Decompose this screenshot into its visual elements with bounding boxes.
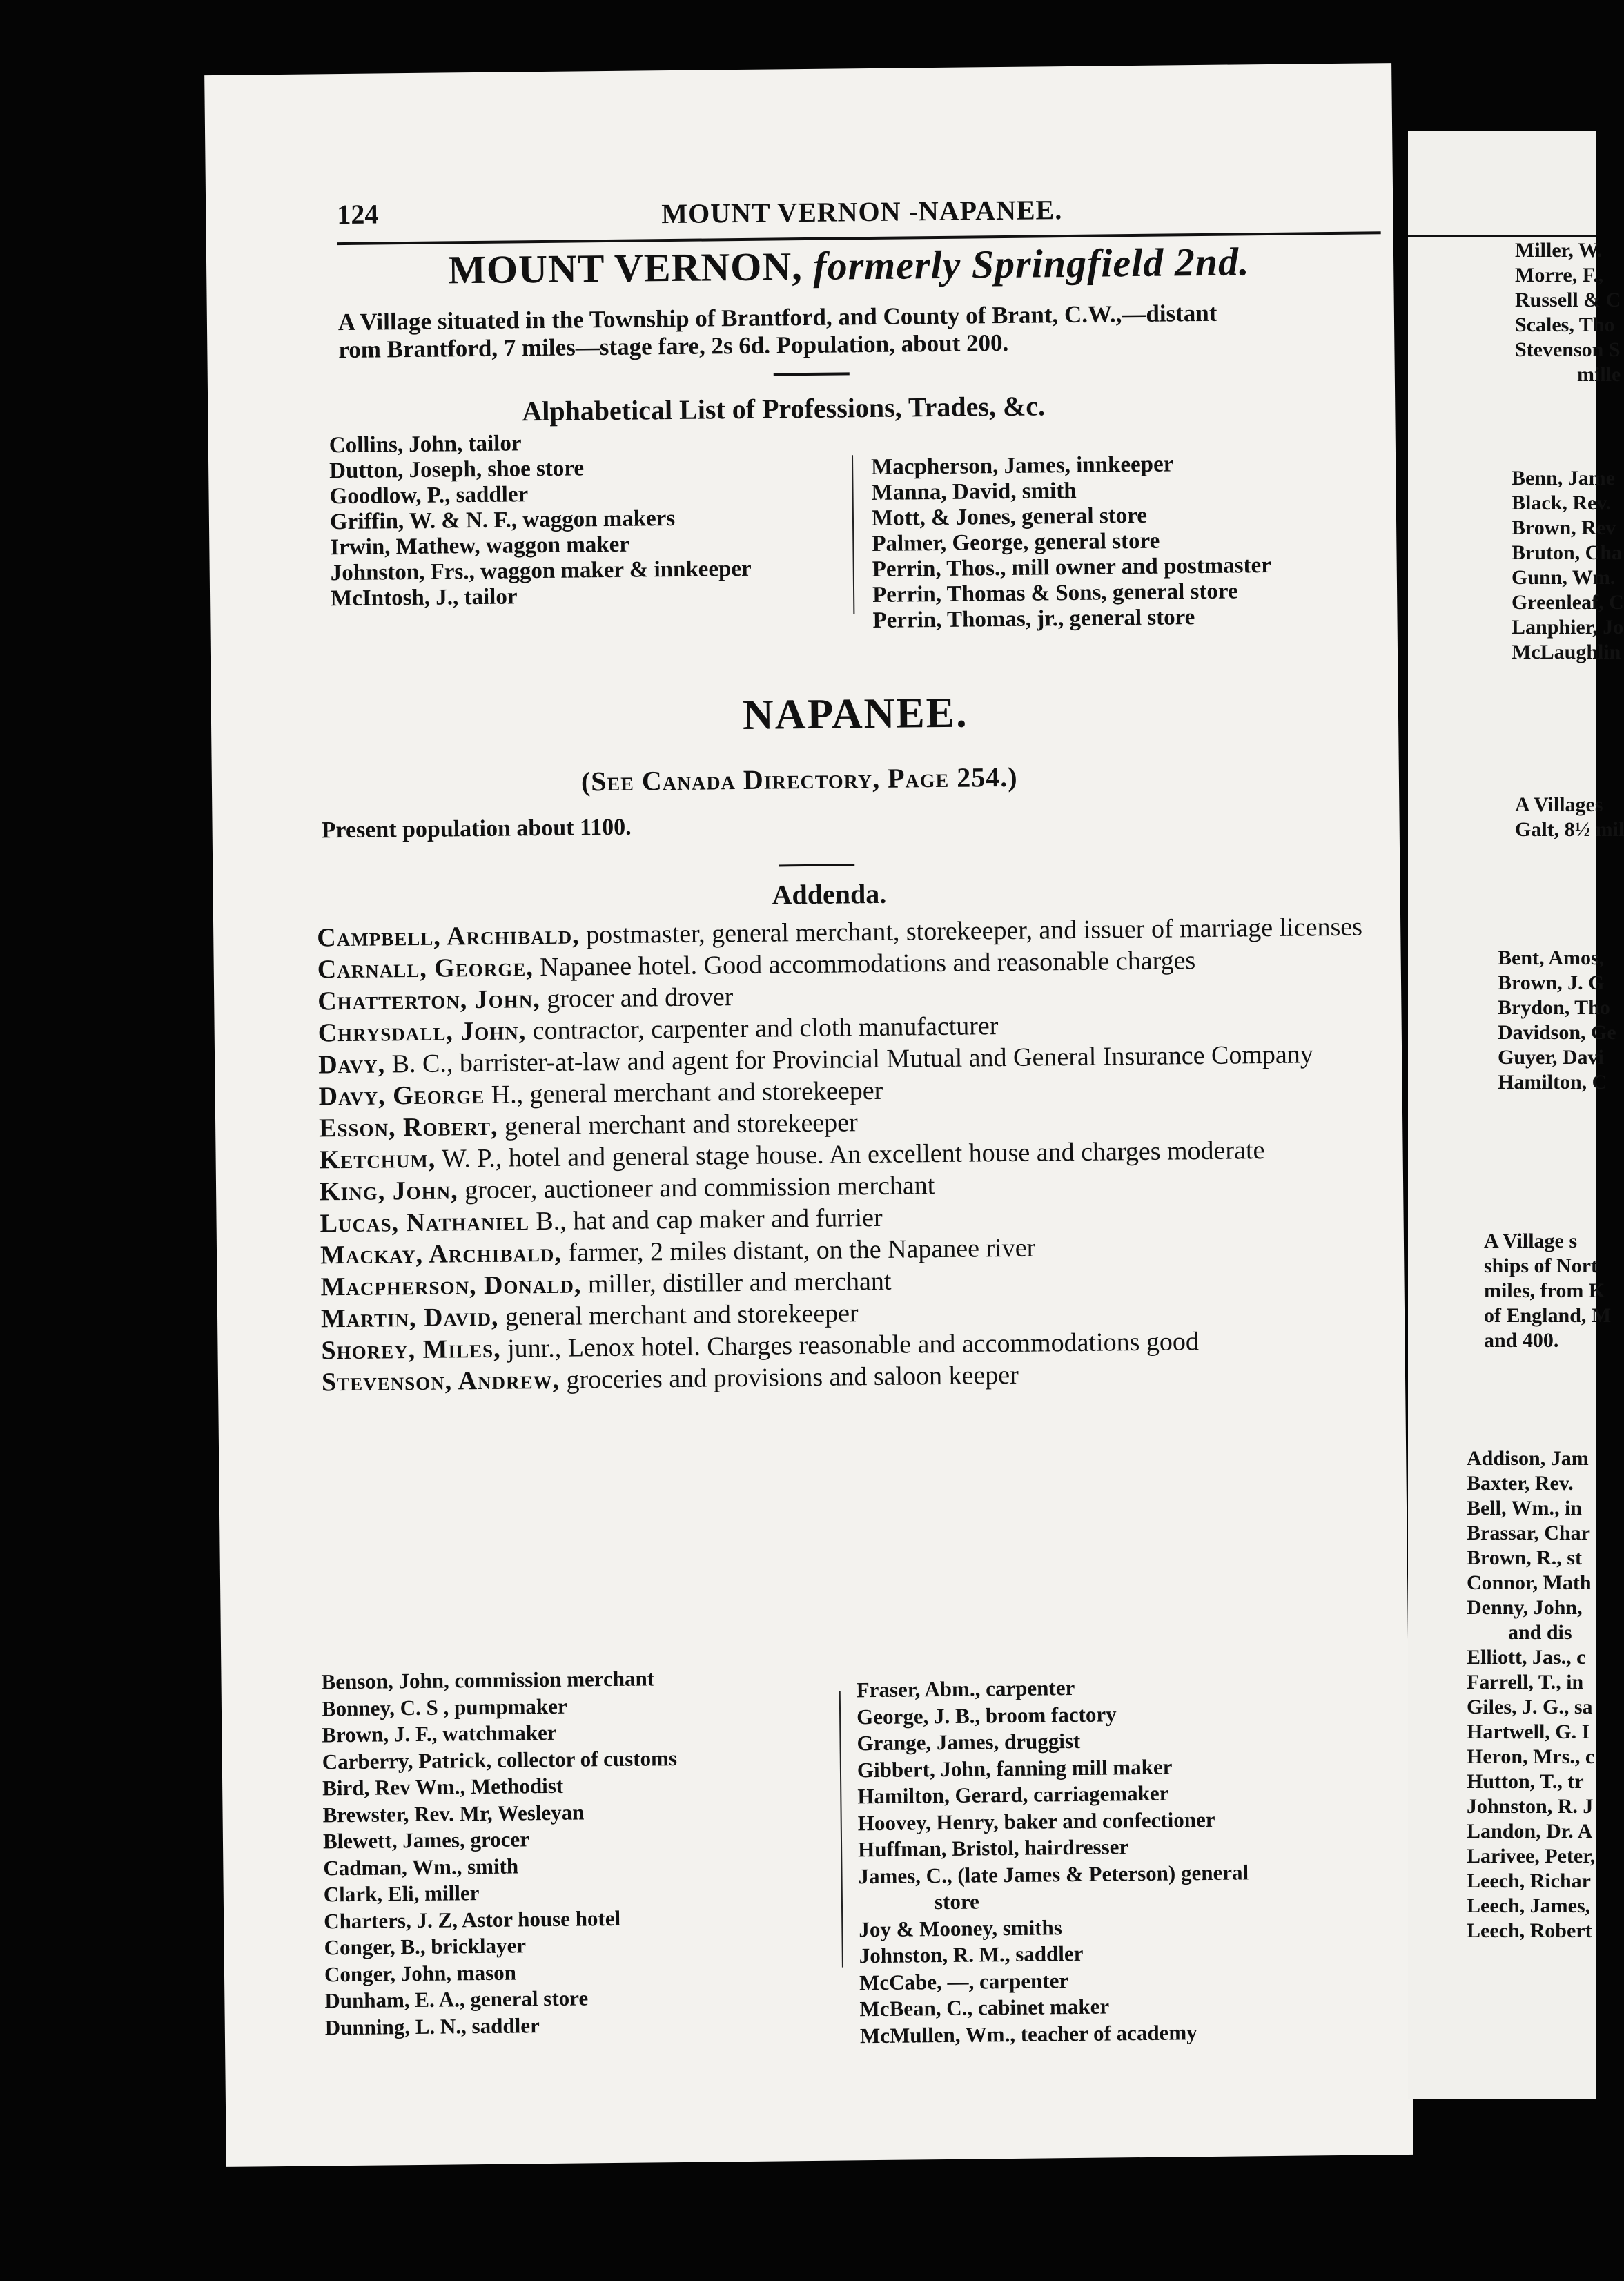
adjacent-block: Bent, Amos, Brown, J. G Brydon, Tho Davidson, Ge Guyer, Davi Hamilton, C: [1498, 947, 1616, 1094]
list-item: Conger, B., bricklayer: [324, 1933, 527, 1960]
list-item: Irwin, Mathew, waggon maker: [330, 532, 630, 561]
napanee-list-right: [857, 1673, 1251, 2049]
mount-vernon-list-left: [329, 429, 752, 612]
adjacent-block: Benn, Jame Black, Rev. Brown, Rev Bruton, Cha Gunn, Wm. Greenleaf, C Lanphier, Jo McLaughlin: [1512, 467, 1624, 663]
trades-list-heading: Alphabetical List of Professions, Trades, &c.: [522, 390, 1046, 427]
list-item: McMullen, Wm., teacher of academy: [859, 2019, 1197, 2048]
list-item: McCabe, —, carpenter: [859, 1968, 1069, 1994]
column-divider: [852, 455, 854, 614]
addenda-entry: King, John, grocer, auctioneer and commission merchant: [319, 1171, 935, 1207]
list-item: Carberry, Patrick, collector of customs: [322, 1745, 678, 1774]
addenda-entry: Chatterton, John, grocer and drover: [317, 982, 734, 1016]
list-item: store: [934, 1889, 979, 1914]
list-item: George, J. B., broom factory: [856, 1701, 1117, 1729]
addenda-heading: Addenda.: [772, 877, 887, 911]
addenda-entry: Shorey, Miles, junr., Lenox hotel. Charges reasonable and accommodations good: [321, 1327, 1200, 1366]
mount-vernon-title-italic: formerly Springfield 2nd.: [812, 239, 1250, 289]
addenda-entry: Davy, George H., general merchant and storekeeper: [318, 1076, 883, 1112]
addenda-entry: Martin, David, general merchant and storekeeper: [320, 1299, 859, 1334]
list-item: Dunning, L. N., saddler: [324, 2012, 540, 2039]
addenda-entry: Mackay, Archibald, farmer, 2 miles distant, on the Napanee river: [320, 1233, 1036, 1270]
addenda-entry: Esson, Robert, general merchant and storekeeper: [318, 1108, 858, 1143]
list-item: Hamilton, Gerard, carriagemaker: [857, 1780, 1169, 1809]
list-item: Brown, J. F., watchmaker: [322, 1720, 557, 1747]
list-item: Perrin, Thomas & Sons, general store: [872, 579, 1238, 608]
section-rule: [774, 372, 850, 376]
adjacent-block: Miller, W. Morre, F., Russell & C Scales, Tho Stevenson S mille: [1515, 239, 1621, 386]
see-reference: (See Canada Directory, Page 254.): [580, 761, 1018, 797]
column-divider: [839, 1691, 843, 1968]
list-item: Cadman, Wm., smith: [323, 1853, 519, 1880]
list-item: Griffin, W. & N. F., waggon makers: [329, 505, 676, 535]
mount-vernon-description: A Village situated in the Township of Brantford, and County of Brant, C.W.,—distant rom Brantford, 7 miles—stage fare, 2s 6d. Population, about 200.: [337, 299, 1217, 364]
list-item: McBean, C., cabinet maker: [859, 1994, 1110, 2021]
mount-vernon-list-right: [871, 451, 1272, 634]
list-item: Charters, J. Z, Astor house hotel: [324, 1905, 621, 1933]
list-item: Macpherson, James, innkeeper: [870, 452, 1174, 481]
list-item: Bonney, C. S , pumpmaker: [321, 1693, 567, 1720]
list-item: McIntosh, J., tailor: [330, 584, 518, 612]
list-item: Benson, John, commission merchant: [321, 1666, 655, 1694]
list-item: Collins, John, tailor: [329, 431, 522, 458]
list-item: Palmer, George, general store: [872, 528, 1160, 556]
list-item: Manna, David, smith: [871, 478, 1077, 506]
addenda-entry: Lucas, Nathaniel B., hat and cap maker and furrier: [320, 1203, 883, 1239]
addenda-entry: Ketchum, W. P., hotel and general stage house. An excellent house and charges moderate: [319, 1136, 1265, 1175]
list-item: Dunham, E. A., general store: [324, 1986, 589, 2013]
addenda-entry: Davy, B. C., barrister-at-law and agent for Provincial Mutual and General Insurance Company: [317, 1040, 1313, 1080]
list-item: Brewster, Rev. Mr, Wesleyan: [322, 1799, 585, 1827]
list-item: Gibbert, John, fanning mill maker: [857, 1754, 1173, 1782]
list-item: Dutton, Joseph, shoe store: [329, 456, 585, 484]
adjacent-page-fragment: [1408, 131, 1624, 2099]
list-item: Mott, & Jones, general store: [871, 503, 1148, 531]
addenda-entry: Stevenson, Andrew, groceries and provisions and saloon keeper: [321, 1360, 1019, 1397]
page-number: 124: [337, 198, 379, 231]
section-rule: [779, 864, 854, 866]
head-rule: [1408, 235, 1596, 237]
adjacent-block: Addison, Jam Baxter, Rev. Bell, Wm., in Brassar, Char Brown, R., st Connor, Math Denny, John, and dis Elliott, Jas., c Farrell, T., in Giles, J. G., sa Hartwell, G. I Heron, Mrs., c Hutton, T., tr Johnston, R. J Landon, Dr. A Larivee, Peter, Leech, Richar Leech, James, Leech, Robert: [1467, 1447, 1596, 1942]
list-item: Conger, John, mason: [324, 1960, 517, 1986]
list-item: Fraser, Abm., carpenter: [856, 1676, 1075, 1702]
list-item: Johnston, Frs., waggon maker & innkeeper: [330, 556, 752, 586]
napanee-population: Present population about 1100.: [321, 814, 632, 844]
napanee-title: NAPANEE.: [742, 689, 968, 739]
list-item: Hoovey, Henry, baker and confectioner: [857, 1807, 1215, 1835]
addenda-entry: Campbell, Archibald, postmaster, general merchant, storekeeper, and issuer of marriage licenses: [317, 912, 1363, 953]
adjacent-block: A Village s ships of Nort miles, from K of England, M and 400.: [1484, 1230, 1612, 1352]
list-item: Perrin, Thos., mill owner and postmaster: [872, 552, 1272, 582]
list-item: James, C., (late James & Peterson) general: [858, 1859, 1249, 1888]
addenda-entry: Carnall, George, Napanee hotel. Good accommodations and reasonable charges: [317, 946, 1196, 984]
list-item: Clark, Eli, miller: [323, 1881, 480, 1907]
list-item: Blewett, James, grocer: [322, 1827, 530, 1854]
list-item: Goodlow, P., saddler: [329, 482, 529, 509]
napanee-list-left: [321, 1665, 680, 2041]
addenda-list: [317, 911, 1405, 1398]
list-item: Johnston, R. M., saddler: [859, 1941, 1084, 1968]
list-item: Huffman, Bristol, hairdresser: [857, 1834, 1129, 1862]
list-item: Bird, Rev Wm., Methodist: [322, 1773, 564, 1800]
directory-page: [204, 63, 1413, 2167]
list-item: Grange, James, druggist: [857, 1728, 1081, 1756]
list-item: Perrin, Thomas, jr., general store: [872, 605, 1195, 633]
adjacent-block: A Villages Galt, 8½ mil: [1515, 793, 1624, 841]
running-title: MOUNT VERNON -NAPANEE.: [661, 194, 1063, 230]
list-item: Joy & Mooney, smiths: [859, 1914, 1063, 1941]
addenda-entry: Chrysdall, John, contractor, carpenter and cloth manufacturer: [317, 1011, 999, 1048]
addenda-entry: Macpherson, Donald, miller, distiller and merchant: [320, 1266, 892, 1302]
mount-vernon-title: MOUNT VERNON, formerly Springfield 2nd.: [447, 239, 1250, 293]
